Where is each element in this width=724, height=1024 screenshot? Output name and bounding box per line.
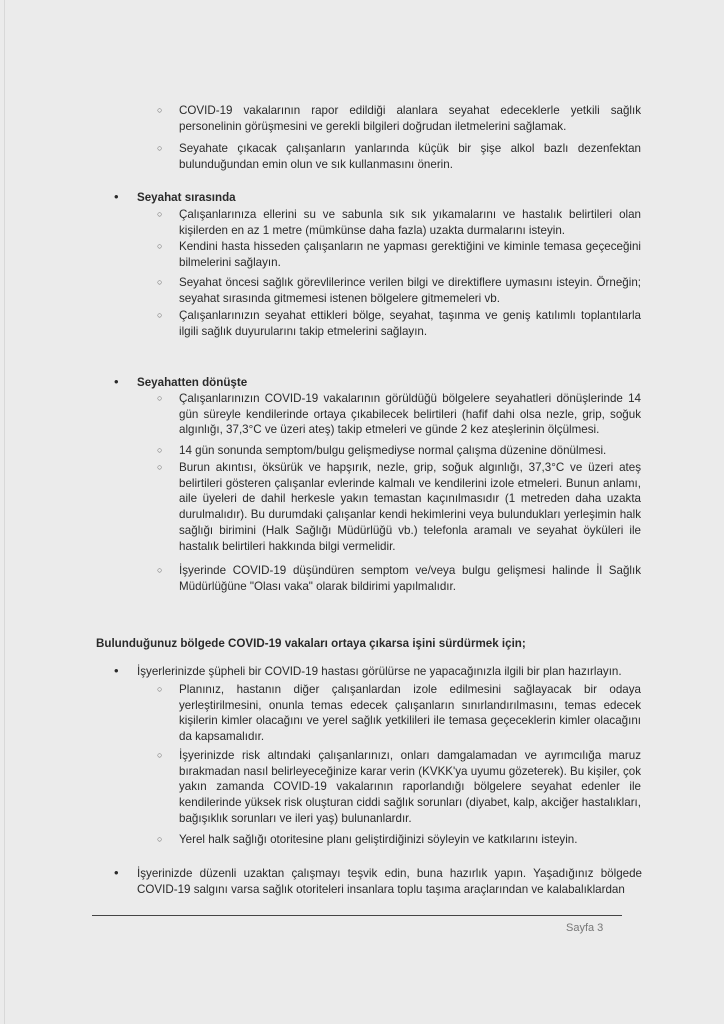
page-number: Sayfa 3 <box>566 922 604 934</box>
list-item-text: Kendini hasta hisseden çalışanların ne yapması gerektiğini ve kiminle temasa geçeceğini bilmelerini sağlayın. <box>179 240 641 269</box>
list-item-text: İşyerinizde risk altındaki çalışanlarınızı, onları damgalamadan ve ayrımcılığa maruz bırakmadan nasıl belirleyeceğinize karar verin (KVKK'ya uyumu gözeterek). Bu kişiler, çok yakın zamanda COVID-19 vakalarının raporlandığı bölgelere seyahat edenler ile kendilerinde yüksek risk oluşturan ciddi sağlık sorunları (diyabet, kalp, akciğer hastalıkları, bağışıklık sorunları ve ileri yaş) bulunanlardır. <box>179 749 641 825</box>
circle-bullet-icon: ○ <box>157 393 163 403</box>
list-item-text: Çalışanlarınızın seyahat ettikleri bölge, seyahat, taşınma ve geniş katılımlı toplantılarla ilgili sağlık duyurularını takip etmelerini sağlayın. <box>179 309 641 338</box>
list-item-text: Çalışanlarınızın COVID-19 vakalarının görüldüğü bölgelere seyahatleri dönüşlerinde 14 gün süreyle kendilerinde ortaya çıkabilecek belirtileri (hafif dahi olsa nezle, grip, soğuk algınlığı, 37,3°C ve üzeri ateş) takip etmeleri ve günde 2 kez ateşlerinin ölçülmesi. <box>179 392 641 437</box>
page-edge <box>4 0 5 1024</box>
list-item-text: Planınız, hastanın diğer çalışanlardan izole edilmesini sağlayacak bir odaya yerleştirilmesini, onunla temas edecek çalışanların sınırlandırılmasını, temas edecek kişilerin kimler olacağını ve yerel sağlık yetkilileri ile temasa geçeceklerin kimler olacağını da kapsamalıdır. <box>179 683 641 744</box>
circle-bullet-icon: ○ <box>157 105 163 115</box>
bullet-icon: • <box>114 865 119 880</box>
circle-bullet-icon: ○ <box>157 684 163 694</box>
circle-bullet-icon: ○ <box>157 834 163 844</box>
footer-divider <box>92 915 622 916</box>
section-title: Seyahat sırasında <box>137 191 236 204</box>
list-item-text: Burun akıntısı, öksürük ve hapşırık, nezle, grip, soğuk algınlığı, 37,3°C ve üzeri ateş belirtileri gösteren çalışanlar evlerinde kalmalı ve kendilerini izole etmeleri. Bunun anlamı, aile üyeleri de dahil herkesle yakın temastan kaçınılmasıdır (1 metreden daha uzakta durulmalıdır). Bu durumdaki çalışanlar kendi hekimlerini veya bulundukları yerleşimin halk sağlığı birimini (Halk Sağlığı Müdürlüğü vb.) telefonla aramalı ve seyahat öyküleri ile hastalık belirtileri hakkında bilgi vermelidir. <box>179 461 641 553</box>
circle-bullet-icon: ○ <box>157 565 163 575</box>
circle-bullet-icon: ○ <box>157 462 163 472</box>
circle-bullet-icon: ○ <box>157 310 163 320</box>
bullet-icon: • <box>114 189 119 204</box>
circle-bullet-icon: ○ <box>157 445 163 455</box>
circle-bullet-icon: ○ <box>157 209 163 219</box>
list-item-text: Seyahate çıkacak çalışanların yanlarında küçük bir şişe alkol bazlı dezenfektan bulunduğundan emin olun ve sık kullanmasını önerin. <box>179 142 641 171</box>
circle-bullet-icon: ○ <box>157 277 163 287</box>
section-title: Seyahatten dönüşte <box>137 376 248 389</box>
circle-bullet-icon: ○ <box>157 750 163 760</box>
bullet-icon: • <box>114 374 119 389</box>
list-item-text: 14 gün sonunda semptom/bulgu gelişmediyse normal çalışma düzenine dönülmesi. <box>179 444 607 457</box>
list-item-text: Çalışanlarınıza ellerini su ve sabunla sık sık yıkamalarını ve hastalık belirtileri olan kişilerden en az 1 metre (mümkünse daha fazla) uzakta durmalarını isteyin. <box>179 208 641 237</box>
bullet-icon: • <box>114 663 119 678</box>
plan-title: İşyerlerinizde şüpheli bir COVID-19 hastası görülürse ne yapacağınızla ilgili bir plan hazırlayın. <box>137 665 622 678</box>
list-item-text: Yerel halk sağlığı otoritesine planı geliştirdiğinizi söyleyin ve katkılarını isteyin. <box>179 833 578 846</box>
circle-bullet-icon: ○ <box>157 241 163 251</box>
list-item-text: COVID-19 vakalarının rapor edildiği alanlara seyahat edeceklerle yetkili sağlık personelinin görüşmesini ve gerekli bilgileri doğrudan iletmelerini sağlamak. <box>179 104 641 133</box>
section-heading: Bulunduğunuz bölgede COVID-19 vakaları ortaya çıkarsa işini sürdürmek için; <box>96 637 526 650</box>
circle-bullet-icon: ○ <box>157 143 163 153</box>
remote-work-text: İşyerinizde düzenli uzaktan çalışmayı teşvik edin, buna hazırlık yapın. Yaşadığınız bölgede COVID-19 salgını varsa sağlık otoriteleri insanlara toplu taşıma araçlarından ve kalabalıklardan <box>137 867 642 896</box>
list-item-text: İşyerinde COVID-19 düşündüren semptom ve/veya bulgu gelişmesi halinde İl Sağlık Müdürlüğüne "Olası vaka" olarak bildirimi yapılmalıdır. <box>179 564 641 593</box>
list-item-text: Seyahat öncesi sağlık görevlilerince verilen bilgi ve direktiflere uymasını isteyin. Örneğin; seyahat sırasında gitmemesi istenen bölgelere gitmemeleri vb. <box>179 276 641 305</box>
